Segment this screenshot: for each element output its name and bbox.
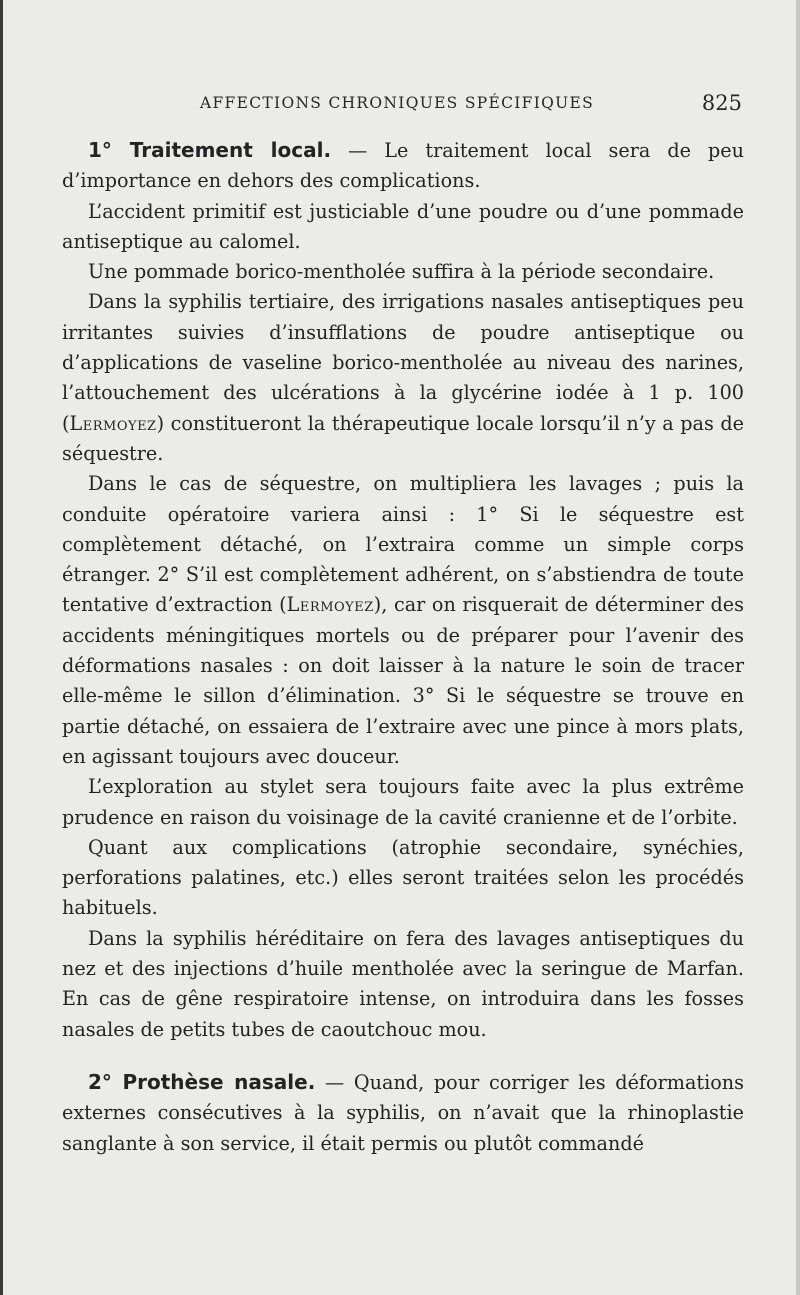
paragraph-complications: Quant aux complications (atrophie secondaire, synéchies, perforations palatines, etc.) elles seront traitées selon les procédés habituels. bbox=[62, 835, 744, 920]
running-head bbox=[62, 86, 744, 122]
paragraph-text: Dans la syphilis tertiaire, des irrigations nasales antiseptiques peu irritantes suivies d’insufflations de poudre antiseptique ou d’applications de vaseline borico-mentholée au niveau des narines, l’attouchement des ulcérations à la glycérine iodée à 1 p. 100 ( bbox=[62, 290, 744, 435]
body-text bbox=[62, 135, 744, 1159]
paragraph-text: — Quand, pour corriger les déformations externes consécutives à la syphilis, on n’avait que la rhinoplastie sanglante à son service, il était permis ou plutôt commandé bbox=[62, 1070, 744, 1155]
page-right-edge bbox=[796, 0, 800, 1295]
author-name: Lermoyez bbox=[286, 593, 374, 617]
paragraph-exploration: L’exploration au stylet sera toujours faite avec la plus extrême prudence en raison du voisinage de la cavité cranienne et de l’orbite. bbox=[62, 775, 744, 829]
paragraph-accident-primitif: L’accident primitif est justiciable d’une poudre ou d’une pommade antiseptique au calomel. bbox=[62, 199, 744, 253]
paragraph-syphilis-tertiaire bbox=[62, 287, 744, 469]
paragraph-text: ), car on risquerait de déterminer des accidents méningitiques mortels ou de préparer pour l’avenir des déformations nasales : on doit laisser à la nature le soin de tracer elle-même le sillon d’élimination. 3° Si le séquestre se trouve en partie détaché, on essaiera de l’extraire avec une pince à mors plats, en agissant toujours avec douceur. bbox=[62, 593, 744, 768]
paragraph-prothese-nasale bbox=[62, 1067, 744, 1159]
page-left-edge bbox=[0, 0, 3, 1295]
paragraph-sequestre bbox=[62, 469, 744, 772]
running-title: AFFECTIONS CHRONIQUES SPÉCIFIQUES bbox=[200, 94, 595, 112]
section-heading-traitement-local: 1° Traitement local. bbox=[88, 138, 332, 162]
section-heading-prothese-nasale: 2° Prothèse nasale. bbox=[88, 1069, 316, 1094]
paragraph-traitement-local bbox=[62, 135, 744, 197]
paragraph-text: — Le traitement local sera de peu d’importance en dehors des complications. bbox=[62, 139, 745, 193]
paragraph-syphilis-hereditaire: Dans la syphilis héréditaire on fera des lavages antiseptiques du nez et des injections d’huile mentholée avec la seringue de Marfan. En cas de gêne respiratoire intense, on introduira dans les fosses nasales de petits tubes de caoutchouc mou. bbox=[62, 926, 744, 1041]
paragraph-text: Dans le cas de séquestre, on multipliera les lavages ; puis la conduite opératoire variera ainsi : 1° Si le séquestre est complètement détaché, on l’extraira comme un simple corps étranger. 2° S’il est complètement adhérent, on s’abstiendra de toute tentative d’extraction ( bbox=[62, 472, 744, 617]
author-name: Lermoyez bbox=[69, 411, 157, 435]
paragraph-periode-secondaire: Une pommade borico-mentholée suffira à la période secondaire. bbox=[88, 260, 715, 284]
section-gap bbox=[62, 1045, 744, 1067]
paragraph-text: ) constitueront la thérapeutique locale lorsqu’il n’y a pas de séquestre. bbox=[62, 411, 744, 465]
page-number: 825 bbox=[701, 91, 742, 115]
